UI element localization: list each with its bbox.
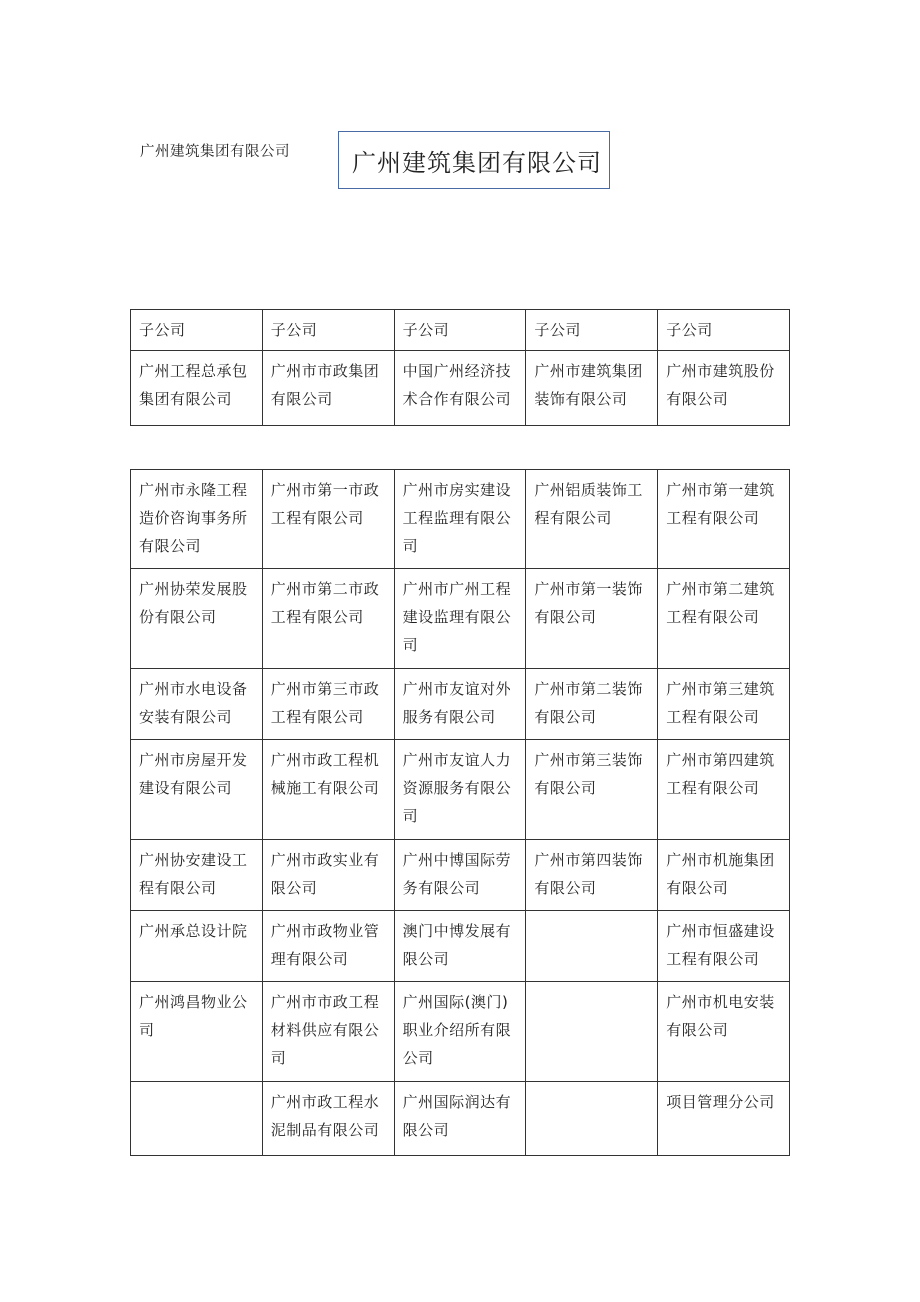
header-cell: 子公司 bbox=[131, 310, 263, 351]
unit-cell: 广州市第一市政工程有限公司 bbox=[262, 470, 394, 569]
unit-cell bbox=[526, 1082, 658, 1156]
header-cell: 子公司 bbox=[658, 310, 790, 351]
units-table bbox=[130, 469, 790, 1156]
unit-cell: 项目管理分公司 bbox=[658, 1082, 790, 1156]
unit-cell: 广州市第二建筑工程有限公司 bbox=[658, 569, 790, 669]
company-header-label: 广州建筑集团有限公司 bbox=[140, 144, 290, 160]
unit-cell: 广州市政工程机械施工有限公司 bbox=[262, 740, 394, 840]
unit-cell: 广州市第四建筑工程有限公司 bbox=[658, 740, 790, 840]
subsidiary-cell: 广州市建筑股份有限公司 bbox=[658, 351, 790, 426]
unit-cell: 广州市房屋开发建设有限公司 bbox=[131, 740, 263, 840]
unit-cell: 广州市机施集团有限公司 bbox=[658, 840, 790, 911]
unit-cell: 广州市第一装饰有限公司 bbox=[526, 569, 658, 669]
unit-cell: 广州市政工程水泥制品有限公司 bbox=[262, 1082, 394, 1156]
table-row bbox=[131, 1082, 790, 1156]
header-cell: 子公司 bbox=[526, 310, 658, 351]
unit-cell: 广州中博国际劳务有限公司 bbox=[394, 840, 526, 911]
table-row bbox=[131, 911, 790, 982]
unit-cell: 广州铝质装饰工程有限公司 bbox=[526, 470, 658, 569]
unit-cell: 广州国际(澳门)职业介绍所有限公司 bbox=[394, 982, 526, 1082]
unit-cell: 广州市第二装饰有限公司 bbox=[526, 669, 658, 740]
unit-cell: 广州市政物业管理有限公司 bbox=[262, 911, 394, 982]
header-cell: 子公司 bbox=[262, 310, 394, 351]
table-row bbox=[131, 351, 790, 426]
unit-cell: 广州鸿昌物业公司 bbox=[131, 982, 263, 1082]
unit-cell bbox=[131, 1082, 263, 1156]
unit-cell bbox=[526, 911, 658, 982]
table-row bbox=[131, 669, 790, 740]
subsidiary-cell: 广州工程总承包集团有限公司 bbox=[131, 351, 263, 426]
unit-cell: 广州协荣发展股份有限公司 bbox=[131, 569, 263, 669]
unit-cell bbox=[526, 982, 658, 1082]
unit-cell: 广州市友谊对外服务有限公司 bbox=[394, 669, 526, 740]
unit-cell: 广州市友谊人力资源服务有限公司 bbox=[394, 740, 526, 840]
unit-cell: 广州市市政工程材料供应有限公司 bbox=[262, 982, 394, 1082]
company-title-box bbox=[338, 131, 610, 189]
unit-cell: 广州市恒盛建设工程有限公司 bbox=[658, 911, 790, 982]
unit-cell: 广州市水电设备安装有限公司 bbox=[131, 669, 263, 740]
subsidiaries-table bbox=[130, 309, 790, 426]
subsidiary-cell: 广州市建筑集团装饰有限公司 bbox=[526, 351, 658, 426]
table-header-row bbox=[131, 310, 790, 351]
subsidiary-cell: 广州市市政集团有限公司 bbox=[262, 351, 394, 426]
company-title-text: 广州建筑集团有限公司 bbox=[352, 148, 602, 177]
unit-cell: 广州市永隆工程造价咨询事务所有限公司 bbox=[131, 470, 263, 569]
unit-cell: 广州市机电安装有限公司 bbox=[658, 982, 790, 1082]
unit-cell: 广州市第四装饰有限公司 bbox=[526, 840, 658, 911]
unit-cell: 广州市第三市政工程有限公司 bbox=[262, 669, 394, 740]
unit-cell: 广州市第三建筑工程有限公司 bbox=[658, 669, 790, 740]
table-row bbox=[131, 569, 790, 669]
unit-cell: 澳门中博发展有限公司 bbox=[394, 911, 526, 982]
subsidiary-cell: 中国广州经济技术合作有限公司 bbox=[394, 351, 526, 426]
unit-cell: 广州市第三装饰有限公司 bbox=[526, 740, 658, 840]
unit-cell: 广州国际润达有限公司 bbox=[394, 1082, 526, 1156]
table-row bbox=[131, 470, 790, 569]
unit-cell: 广州市第一建筑工程有限公司 bbox=[658, 470, 790, 569]
header-cell: 子公司 bbox=[394, 310, 526, 351]
unit-cell: 广州市第二市政工程有限公司 bbox=[262, 569, 394, 669]
table-row bbox=[131, 982, 790, 1082]
unit-cell: 广州市房实建设工程监理有限公司 bbox=[394, 470, 526, 569]
unit-cell: 广州协安建设工程有限公司 bbox=[131, 840, 263, 911]
unit-cell: 广州承总设计院 bbox=[131, 911, 263, 982]
unit-cell: 广州市政实业有限公司 bbox=[262, 840, 394, 911]
table-row bbox=[131, 740, 790, 840]
table-row bbox=[131, 840, 790, 911]
unit-cell: 广州市广州工程建设监理有限公司 bbox=[394, 569, 526, 669]
